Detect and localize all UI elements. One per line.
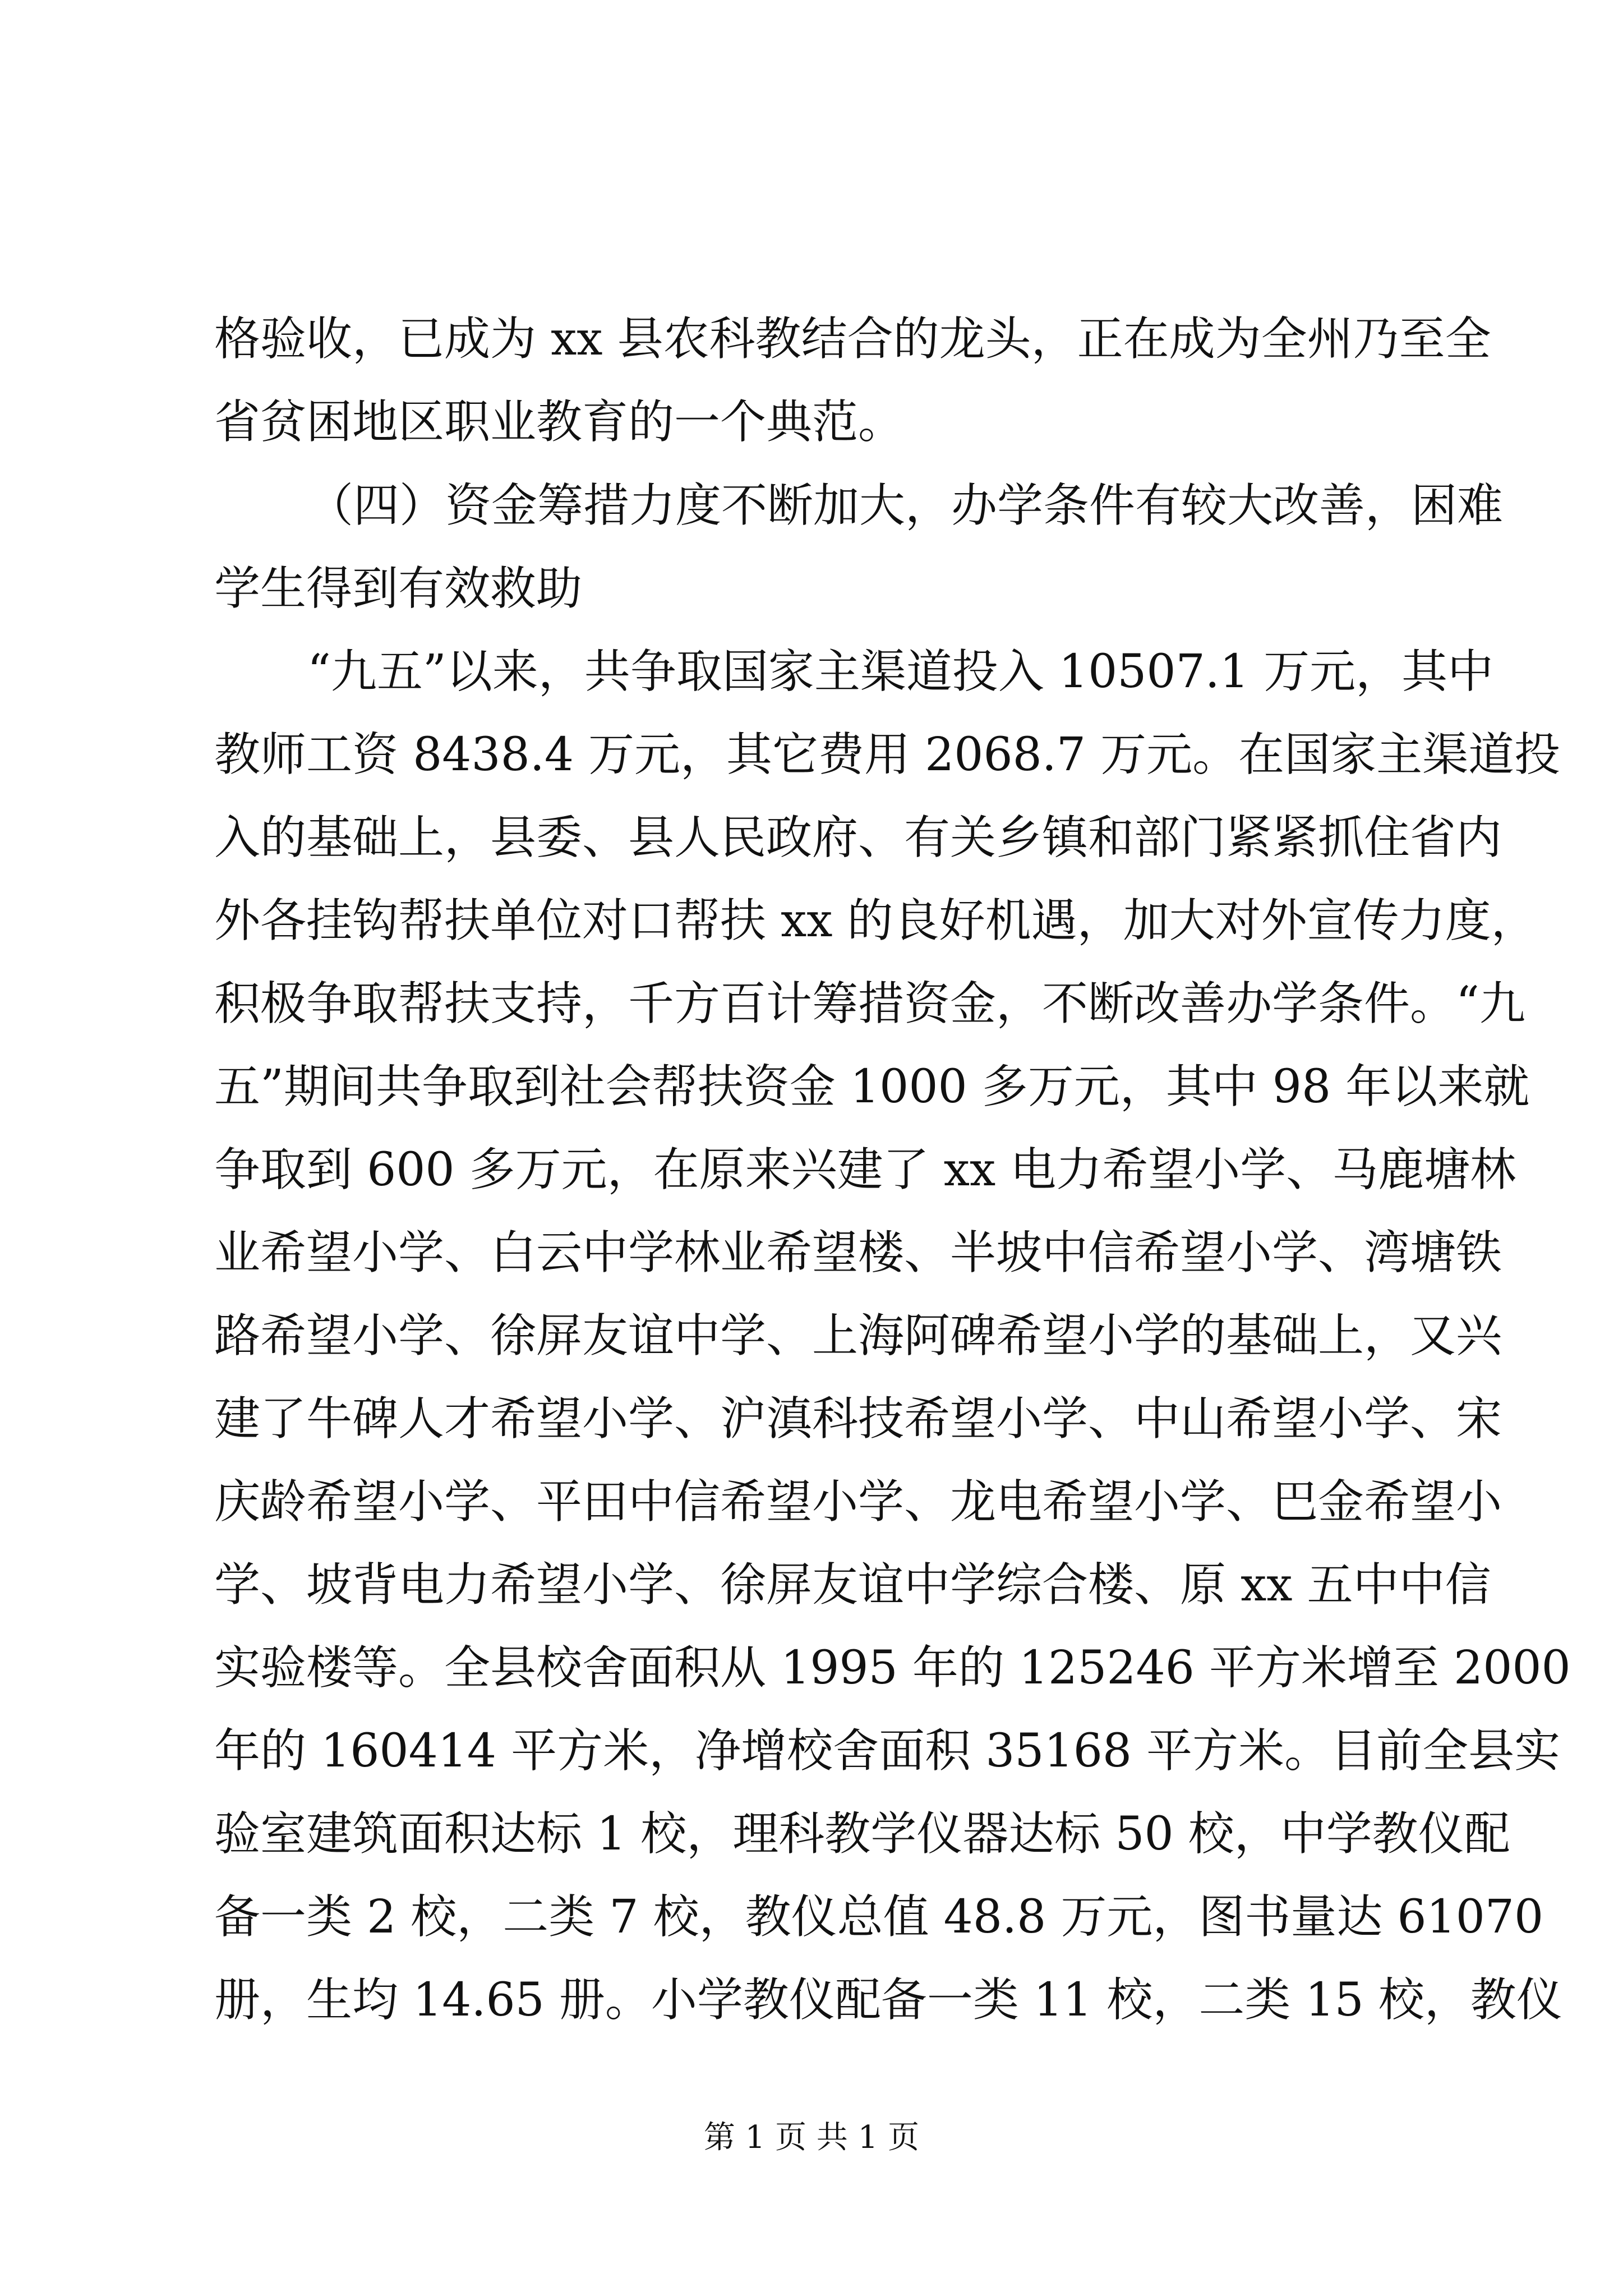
text-line: 争取到 600 多万元，在原来兴建了 xx 电力希望小学、马鹿塘林 xyxy=(214,1143,1516,1197)
text-line: 实验楼等。全县校舍面积从 1995 年的 125246 平方米增至 2000 xyxy=(214,1641,1571,1695)
text-line: 入的基础上，县委、县人民政府、有关乡镇和部门紧紧抓住省内 xyxy=(214,811,1502,864)
text-line: 积极争取帮扶支持，千方百计筹措资金，不断改善办学条件。“九 xyxy=(214,977,1525,1030)
text-line: 格验收，已成为 xx 县农科教结合的龙头，正在成为全州乃至全 xyxy=(214,312,1491,366)
text-line: 外各挂钩帮扶单位对口帮扶 xx 的良好机遇，加大对外宣传力度， xyxy=(214,894,1537,947)
page-number-footer: 第 1 页 共 1 页 xyxy=(703,2119,920,2156)
text-line: 五”期间共争取到社会帮扶资金 1000 多万元，其中 98 年以来就 xyxy=(214,1060,1530,1114)
text-line: 省贫困地区职业教育的一个典范。 xyxy=(214,395,905,449)
text-line: 备一类 2 校，二类 7 校，教仪总值 48.8 万元，图书量达 61070 xyxy=(214,1890,1544,1944)
text-line: 教师工资 8438.4 万元，其它费用 2068.7 万元。在国家主渠道投 xyxy=(214,728,1561,781)
text-line: 册，生均 14.65 册。小学教仪配备一类 11 校，二类 15 校，教仪 xyxy=(214,1973,1562,2027)
text-line: 庆龄希望小学、平田中信希望小学、龙电希望小学、巴金希望小 xyxy=(214,1475,1502,1529)
text-line: 路希望小学、徐屏友谊中学、上海阿碑希望小学的基础上，又兴 xyxy=(214,1309,1502,1363)
section-heading-line: （四）资金筹措力度不断加大，办学条件有较大改善，困难 xyxy=(307,479,1504,532)
text-line: 年的 160414 平方米，净增校舍面积 35168 平方米。目前全县实 xyxy=(214,1724,1561,1778)
text-line: 学、坡背电力希望小学、徐屏友谊中学综合楼、原 xx 五中中信 xyxy=(214,1558,1491,1612)
text-line: 业希望小学、白云中学林业希望楼、半坡中信希望小学、湾塘铁 xyxy=(214,1226,1502,1280)
text-line: 建了牛碑人才希望小学、沪滇科技希望小学、中山希望小学、宋 xyxy=(214,1392,1502,1446)
text-line: “九五”以来，共争取国家主渠道投入 10507.1 万元，其中 xyxy=(307,645,1494,698)
text-line: 验室建筑面积达标 1 校，理科教学仪器达标 50 校，中学教仪配 xyxy=(214,1807,1510,1861)
section-heading-line: 学生得到有效救助 xyxy=(214,562,583,615)
